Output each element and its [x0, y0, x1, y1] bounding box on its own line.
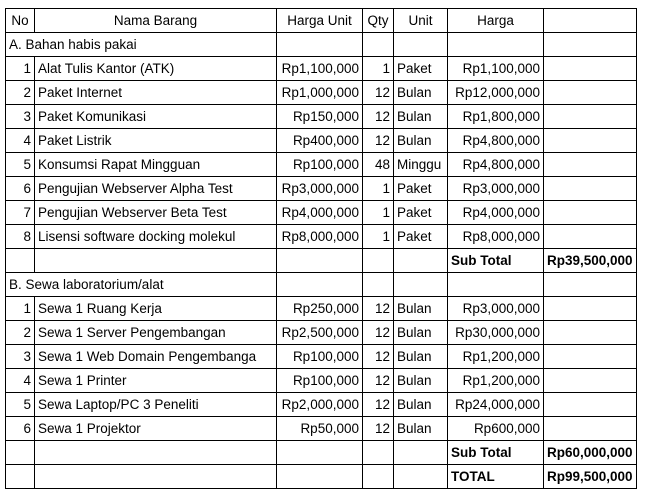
empty-cell: [6, 465, 35, 489]
row-unit: Minggu: [394, 153, 448, 177]
header-unit: Unit: [394, 9, 448, 33]
header-name: Nama Barang: [35, 9, 277, 33]
row-price: Rp1,800,000: [448, 105, 544, 129]
row-price: Rp4,800,000: [448, 153, 544, 177]
header-row: [6, 9, 637, 33]
row-unit-price: Rp4,000,000: [277, 201, 363, 225]
row-unit: Bulan: [394, 129, 448, 153]
row-name: Sewa 1 Ruang Kerja: [35, 297, 277, 321]
row-name: Konsumsi Rapat Mingguan: [35, 153, 277, 177]
row-unit: Bulan: [394, 393, 448, 417]
header-no: No: [6, 9, 35, 33]
row-unit-price: Rp1,100,000: [277, 57, 363, 81]
row-unit-price: Rp2,000,000: [277, 393, 363, 417]
table-row: [6, 297, 637, 321]
empty-cell: [277, 273, 363, 297]
row-price: Rp4,000,000: [448, 201, 544, 225]
table-row: [6, 369, 637, 393]
row-price: Rp600,000: [448, 417, 544, 441]
row-unit: Paket: [394, 57, 448, 81]
section-a-subtotal-row: [6, 249, 637, 273]
empty-cell: [277, 33, 363, 57]
row-unit: Bulan: [394, 417, 448, 441]
row-no: 7: [6, 201, 35, 225]
row-name: Sewa 1 Server Pengembangan: [35, 321, 277, 345]
table-row: [6, 393, 637, 417]
row-unit: Paket: [394, 201, 448, 225]
table-row: [6, 81, 637, 105]
section-a-title-row: [6, 33, 637, 57]
empty-cell: [394, 441, 448, 465]
row-price: Rp12,000,000: [448, 81, 544, 105]
row-extra: [544, 393, 637, 417]
row-price: Rp3,000,000: [448, 297, 544, 321]
empty-cell: [277, 249, 363, 273]
row-extra: [544, 153, 637, 177]
table-row: [6, 177, 637, 201]
empty-cell: [363, 273, 394, 297]
row-no: 5: [6, 153, 35, 177]
row-name: Paket Listrik: [35, 129, 277, 153]
row-no: 1: [6, 297, 35, 321]
header-unit-price: Harga Unit: [277, 9, 363, 33]
row-qty: 12: [363, 105, 394, 129]
row-unit-price: Rp400,000: [277, 129, 363, 153]
row-price: Rp1,100,000: [448, 57, 544, 81]
row-name: Alat Tulis Kantor (ATK): [35, 57, 277, 81]
empty-cell: [363, 441, 394, 465]
row-name: Paket Internet: [35, 81, 277, 105]
table-row: [6, 225, 637, 249]
row-unit: Paket: [394, 177, 448, 201]
row-qty: 1: [363, 177, 394, 201]
table-row: [6, 417, 637, 441]
row-qty: 12: [363, 345, 394, 369]
row-unit: Bulan: [394, 345, 448, 369]
row-extra: [544, 177, 637, 201]
row-qty: 1: [363, 57, 394, 81]
row-unit: Paket: [394, 225, 448, 249]
header-price: Harga: [448, 9, 544, 33]
row-unit-price: Rp150,000: [277, 105, 363, 129]
section-b-title-row: [6, 273, 637, 297]
row-extra: [544, 201, 637, 225]
row-unit-price: Rp100,000: [277, 153, 363, 177]
section-b-title: B. Sewa laboratorium/alat: [6, 273, 277, 297]
row-qty: 12: [363, 297, 394, 321]
empty-cell: [277, 465, 363, 489]
row-extra: [544, 417, 637, 441]
row-price: Rp1,200,000: [448, 345, 544, 369]
row-price: Rp1,200,000: [448, 369, 544, 393]
row-unit-price: Rp100,000: [277, 369, 363, 393]
row-no: 2: [6, 321, 35, 345]
header-qty: Qty: [363, 9, 394, 33]
row-price: Rp4,800,000: [448, 129, 544, 153]
row-name: Sewa Laptop/PC 3 Peneliti: [35, 393, 277, 417]
empty-cell: [35, 465, 277, 489]
empty-cell: [35, 441, 277, 465]
row-unit-price: Rp1,000,000: [277, 81, 363, 105]
empty-cell: [35, 249, 277, 273]
row-no: 8: [6, 225, 35, 249]
empty-cell: [448, 273, 544, 297]
row-no: 6: [6, 177, 35, 201]
row-unit-price: Rp2,500,000: [277, 321, 363, 345]
row-no: 5: [6, 393, 35, 417]
row-extra: [544, 105, 637, 129]
table-row: [6, 321, 637, 345]
subtotal-label: Sub Total: [448, 441, 544, 465]
row-price: Rp3,000,000: [448, 177, 544, 201]
row-extra: [544, 369, 637, 393]
row-name: Sewa 1 Printer: [35, 369, 277, 393]
row-extra: [544, 321, 637, 345]
row-no: 2: [6, 81, 35, 105]
subtotal-label: Sub Total: [448, 249, 544, 273]
row-name: Lisensi software docking molekul: [35, 225, 277, 249]
row-name: Sewa 1 Web Domain Pengembanga: [35, 345, 277, 369]
row-unit: Bulan: [394, 81, 448, 105]
empty-cell: [394, 249, 448, 273]
empty-cell: [544, 33, 637, 57]
row-unit-price: Rp50,000: [277, 417, 363, 441]
row-price: Rp30,000,000: [448, 321, 544, 345]
row-name: Paket Komunikasi: [35, 105, 277, 129]
table-row: [6, 129, 637, 153]
row-no: 6: [6, 417, 35, 441]
row-unit: Bulan: [394, 369, 448, 393]
row-unit: Bulan: [394, 105, 448, 129]
empty-cell: [363, 465, 394, 489]
row-name: Pengujian Webserver Alpha Test: [35, 177, 277, 201]
total-label: TOTAL: [448, 465, 544, 489]
row-qty: 48: [363, 153, 394, 177]
section-b-subtotal-row: [6, 441, 637, 465]
row-name: Sewa 1 Projektor: [35, 417, 277, 441]
row-qty: 12: [363, 417, 394, 441]
empty-cell: [277, 441, 363, 465]
header-extra: [544, 9, 637, 33]
row-unit-price: Rp8,000,000: [277, 225, 363, 249]
budget-table: [5, 8, 637, 489]
empty-cell: [448, 33, 544, 57]
row-unit-price: Rp250,000: [277, 297, 363, 321]
total-row: [6, 465, 637, 489]
row-no: 4: [6, 129, 35, 153]
empty-cell: [363, 249, 394, 273]
total-value: Rp99,500,000: [544, 465, 637, 489]
empty-cell: [544, 273, 637, 297]
table-row: [6, 345, 637, 369]
table-row: [6, 57, 637, 81]
empty-cell: [6, 441, 35, 465]
empty-cell: [363, 33, 394, 57]
row-name: Pengujian Webserver Beta Test: [35, 201, 277, 225]
table-row: [6, 153, 637, 177]
row-qty: 12: [363, 129, 394, 153]
row-qty: 12: [363, 81, 394, 105]
row-extra: [544, 297, 637, 321]
row-no: 1: [6, 57, 35, 81]
row-no: 3: [6, 105, 35, 129]
subtotal-value: Rp60,000,000: [544, 441, 637, 465]
row-extra: [544, 225, 637, 249]
row-unit-price: Rp100,000: [277, 345, 363, 369]
row-price: Rp24,000,000: [448, 393, 544, 417]
table-row: [6, 105, 637, 129]
row-unit: Bulan: [394, 297, 448, 321]
empty-cell: [394, 273, 448, 297]
section-a-title: A. Bahan habis pakai: [6, 33, 277, 57]
row-qty: 1: [363, 201, 394, 225]
table-body: [6, 33, 637, 489]
row-extra: [544, 129, 637, 153]
row-extra: [544, 81, 637, 105]
empty-cell: [394, 465, 448, 489]
empty-cell: [6, 249, 35, 273]
row-unit-price: Rp3,000,000: [277, 177, 363, 201]
row-no: 3: [6, 345, 35, 369]
row-qty: 12: [363, 369, 394, 393]
table-row: [6, 201, 637, 225]
row-extra: [544, 57, 637, 81]
empty-cell: [394, 33, 448, 57]
row-unit: Bulan: [394, 321, 448, 345]
row-qty: 1: [363, 225, 394, 249]
row-qty: 12: [363, 393, 394, 417]
row-price: Rp8,000,000: [448, 225, 544, 249]
subtotal-value: Rp39,500,000: [544, 249, 637, 273]
row-qty: 12: [363, 321, 394, 345]
row-no: 4: [6, 369, 35, 393]
row-extra: [544, 345, 637, 369]
